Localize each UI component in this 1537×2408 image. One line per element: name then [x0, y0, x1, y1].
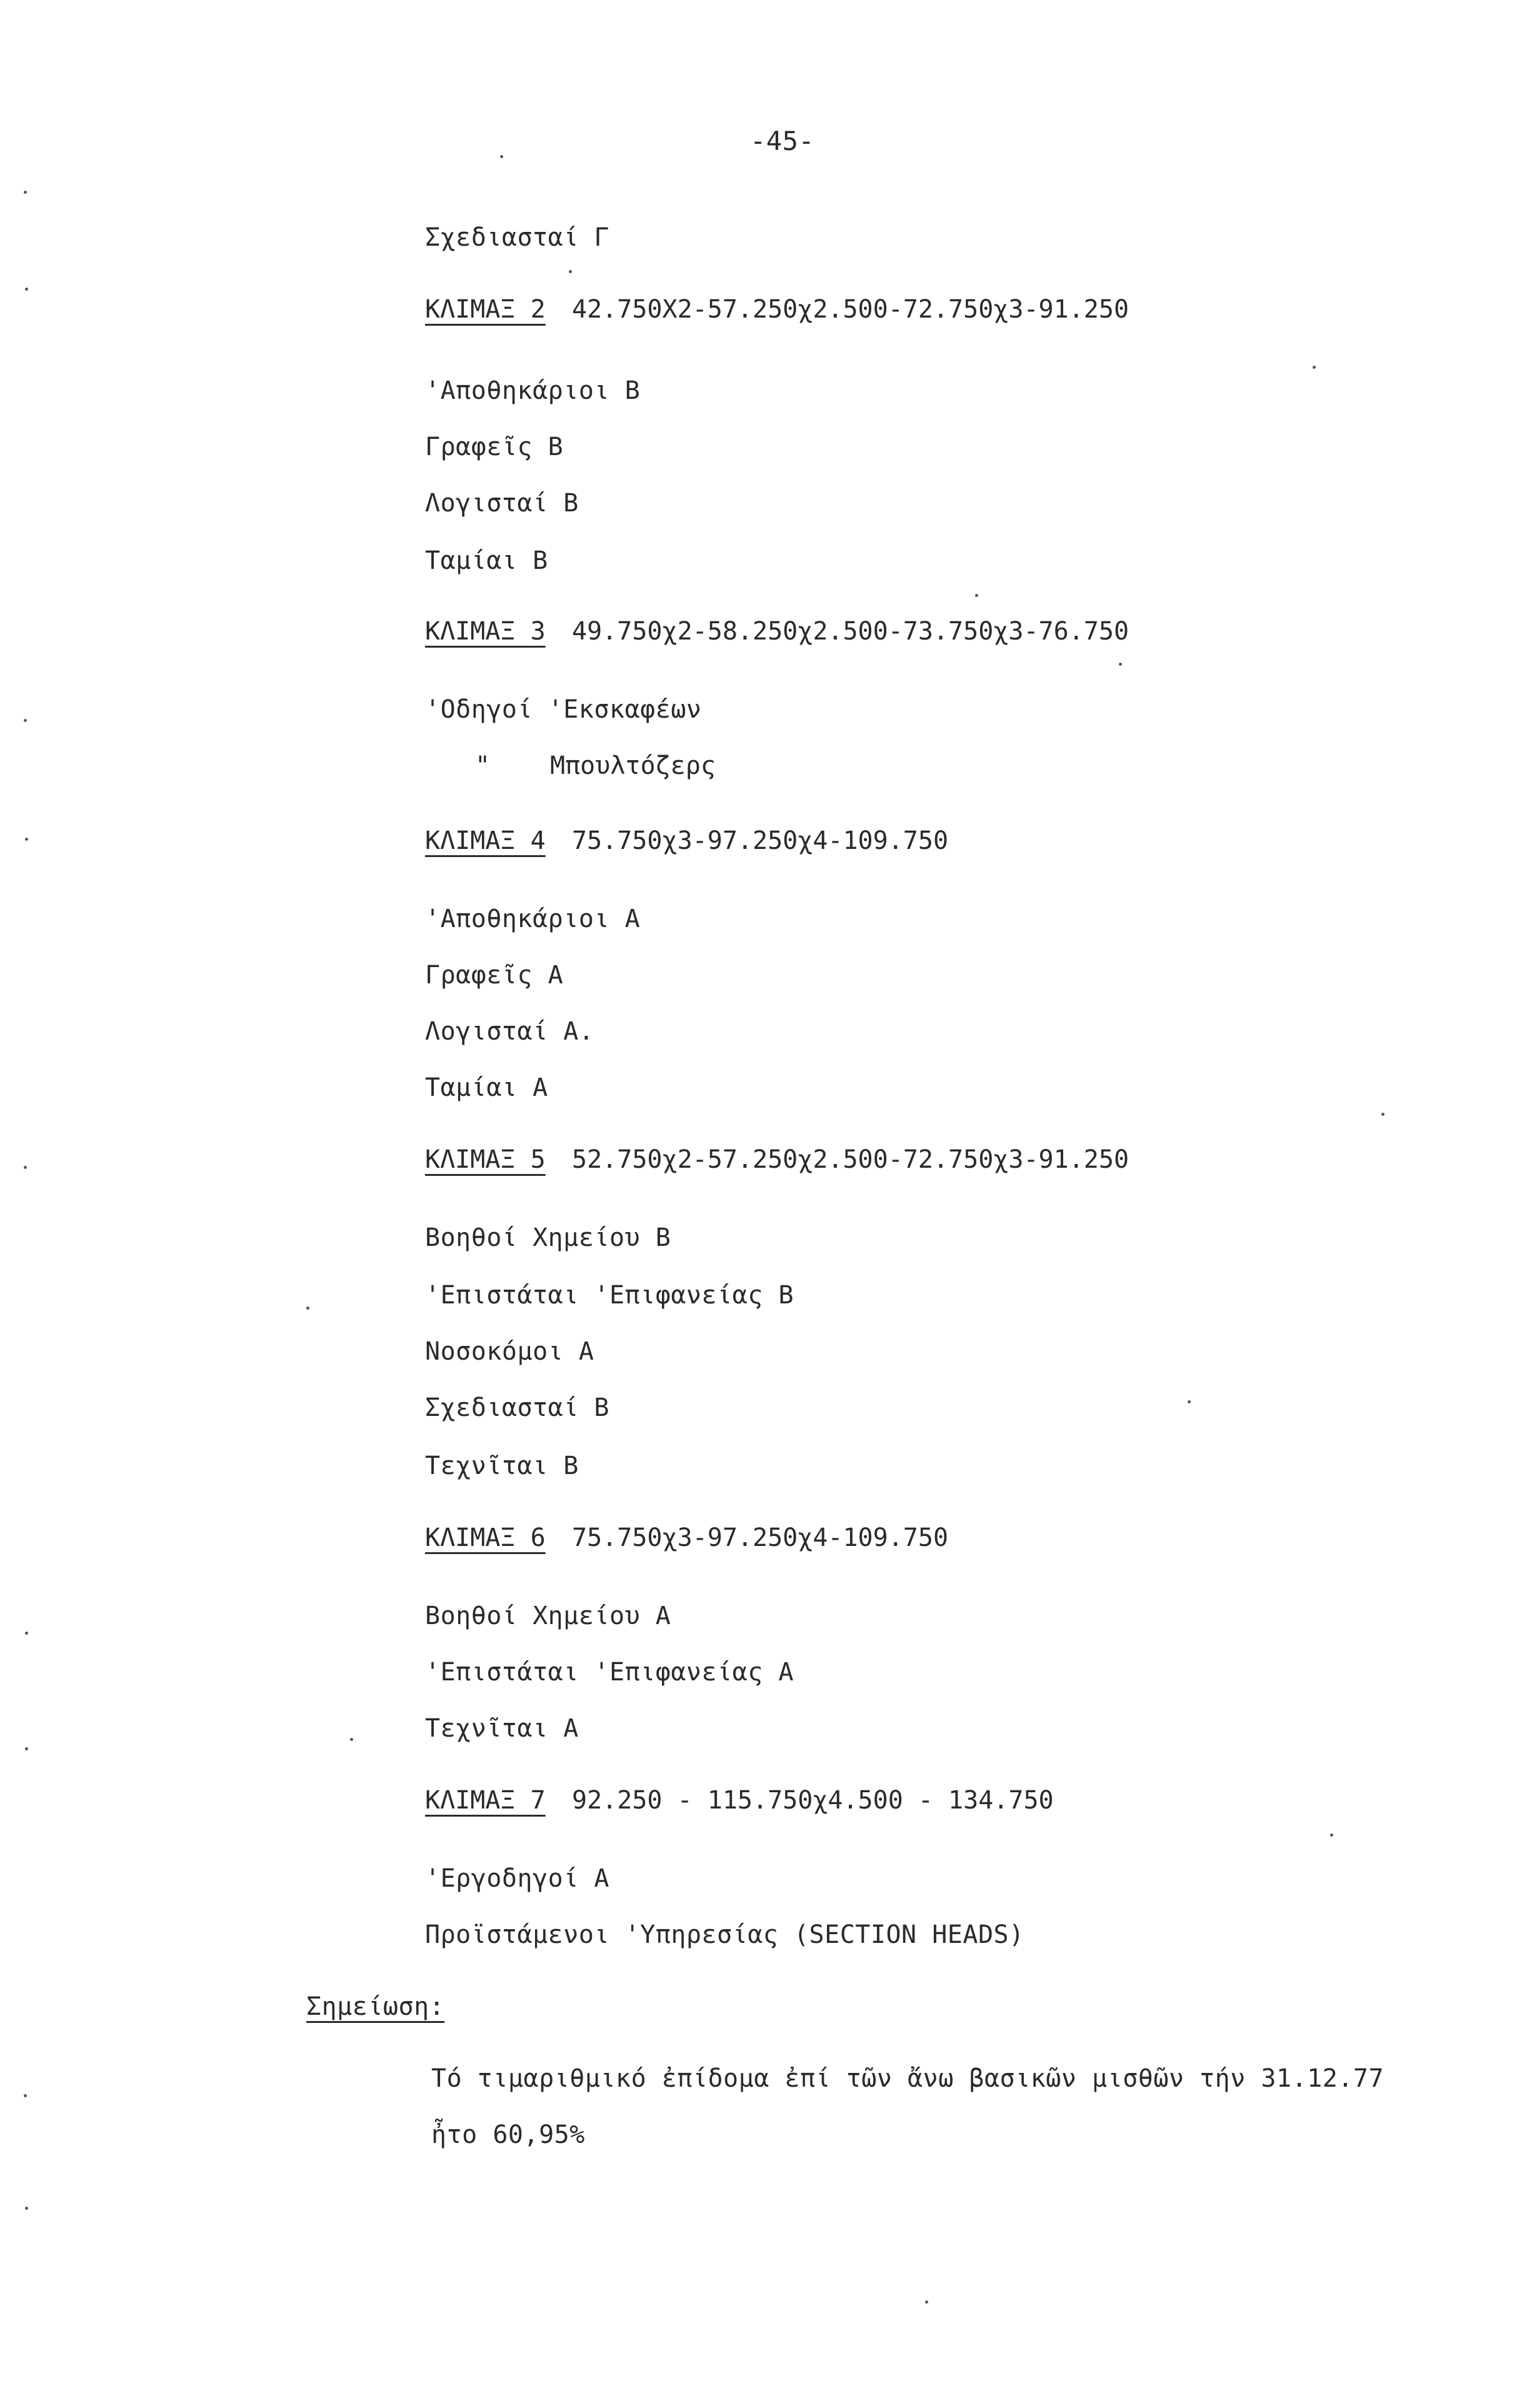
- list-item: Βοηθοί Χημείου Α: [425, 1602, 671, 1630]
- scale-values: 92.250 - 115.750χ4.500 - 134.750: [572, 1786, 1054, 1815]
- list-item: 'Αποθηκάριοι Α: [425, 905, 641, 933]
- scale-label: ΚΛΙΜΑΞ 4: [425, 826, 546, 855]
- note-line-1: Τό τιμαριθμικό ἐπίδομα ἐπί τῶν ἄνω βασικῶν μισθῶν τήν 31.12.77: [431, 2064, 1384, 2093]
- list-item: 'Εργοδηγοί Α: [425, 1864, 609, 1893]
- list-item: Γραφεῖς Β: [425, 433, 564, 461]
- scan-speck: [1330, 1834, 1333, 1837]
- scale-values: 75.750χ3-97.250χ4-109.750: [572, 826, 949, 855]
- scan-speck: [1119, 663, 1122, 666]
- list-item: Λογισταί Α.: [425, 1017, 594, 1046]
- list-item: Μπουλτόζερς: [550, 751, 716, 780]
- scale-values: 75.750χ3-97.250χ4-109.750: [572, 1523, 949, 1552]
- list-item: Βοηθοί Χημείου Β: [425, 1223, 671, 1252]
- scan-speck: [925, 2300, 928, 2304]
- scan-speck: [24, 719, 27, 722]
- page-number: -45-: [750, 126, 815, 156]
- intro-line: Σχεδιασταί Γ: [425, 223, 609, 252]
- scan-speck: [975, 594, 978, 597]
- scale-2-heading: [425, 297, 1129, 322]
- list-item: Ταμίαι Α: [425, 1073, 548, 1102]
- list-item: Προϊστάμενοι 'Υπηρεσίας (SECTION HEADS): [425, 1920, 1024, 1949]
- scale-6-heading: [425, 1525, 948, 1550]
- scan-speck: [1313, 366, 1316, 369]
- scan-speck: [350, 1738, 353, 1741]
- list-item: Νοσοκόμοι Α: [425, 1337, 594, 1366]
- scale-label: ΚΛΙΜΑΞ 3: [425, 617, 546, 646]
- scan-speck: [25, 288, 28, 291]
- scan-speck: [25, 1632, 28, 1635]
- scan-speck: [306, 1307, 309, 1310]
- scale-values: 49.750χ2-58.250χ2.500-73.750χ3-76.750: [572, 617, 1129, 646]
- scan-speck: [569, 270, 572, 273]
- scale-5-heading: [425, 1147, 1129, 1172]
- scale-label: ΚΛΙΜΑΞ 2: [425, 295, 546, 324]
- scan-speck: [24, 191, 27, 194]
- list-item: Ταμίαι Β: [425, 546, 548, 575]
- scan-speck: [24, 1166, 27, 1169]
- scale-label: ΚΛΙΜΑΞ 5: [425, 1145, 546, 1174]
- scan-speck: [25, 1747, 28, 1750]
- scale-7-heading: [425, 1788, 1054, 1813]
- scan-speck: [25, 2207, 28, 2210]
- list-item: Σχεδιασταί Β: [425, 1393, 609, 1422]
- scan-speck: [24, 2094, 27, 2097]
- scale-values: 42.750Χ2-57.250χ2.500-72.750χ3-91.250: [572, 295, 1129, 324]
- list-item: 'Αποθηκάριοι Β: [425, 376, 641, 405]
- scan-speck: [500, 155, 503, 158]
- scale-4-heading: [425, 828, 948, 853]
- list-item: 'Επιστάται 'Επιφανείας Β: [425, 1281, 794, 1310]
- scale-label: ΚΛΙΜΑΞ 6: [425, 1523, 546, 1552]
- scan-speck: [25, 838, 28, 841]
- list-item: Λογισταί Β: [425, 489, 579, 518]
- ditto-mark: ": [475, 751, 491, 780]
- scale-label: ΚΛΙΜΑΞ 7: [425, 1786, 546, 1815]
- scale-3-heading: [425, 619, 1129, 644]
- scan-speck: [1188, 1400, 1191, 1403]
- list-item: Γραφεῖς Α: [425, 961, 564, 990]
- scale-values: 52.750χ2-57.250χ2.500-72.750χ3-91.250: [572, 1145, 1129, 1174]
- note-title: Σημείωση:: [306, 1992, 445, 2021]
- note-line-2: ἦτο 60,95%: [431, 2120, 585, 2149]
- list-item: Τεχνῖται Α: [425, 1714, 579, 1743]
- list-item: 'Επιστάται 'Επιφανείας Α: [425, 1658, 794, 1687]
- scan-speck: [1381, 1113, 1384, 1116]
- list-item: 'Οδηγοί 'Εκσκαφέων: [425, 695, 702, 724]
- list-item: Τεχνῖται Β: [425, 1452, 579, 1480]
